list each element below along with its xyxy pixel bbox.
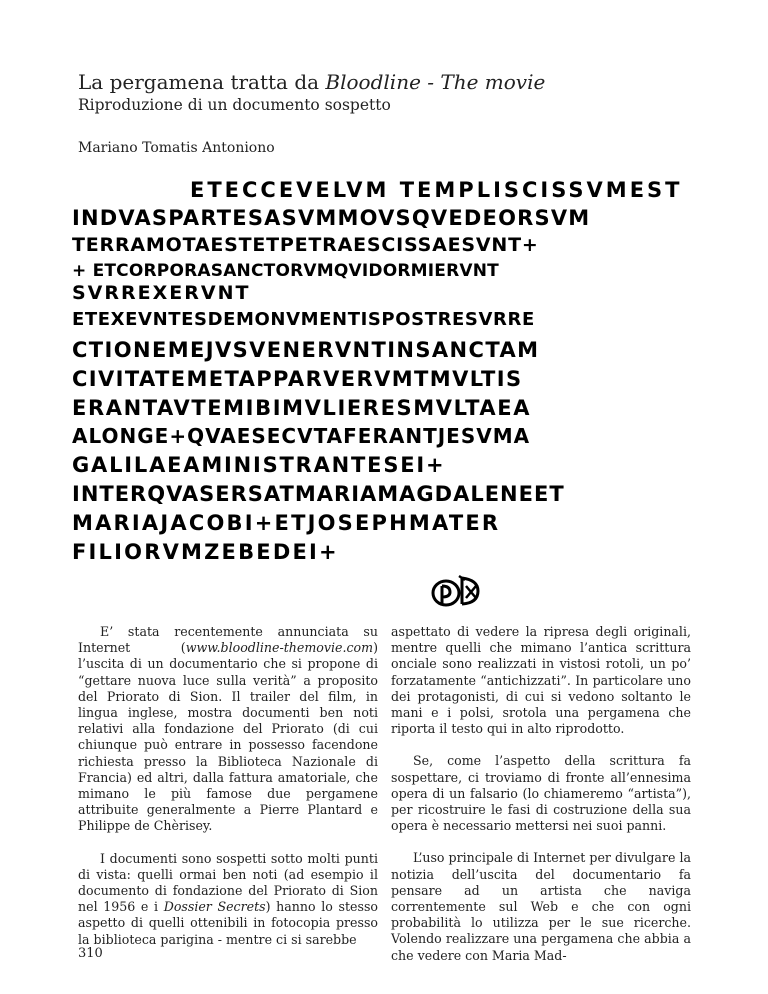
manuscript-line: INDVASPARTESASVMMOVSQVEDEORSVM [72,206,591,230]
page-subtitle: Riproduzione di un documento sospetto [78,96,391,114]
paragraph: I documenti sono sospetti sotto molti punti di vista: quelli ormai ben noti (ad esempio il documento di fondazione del Priorato di Sion nel 1956 e i Dossier Secrets) hanno lo stesso aspetto di quelli ottenibili in fotocopia presso la biblioteca parigina - mentre ci si sarebbe [78,850,378,947]
text-column-left [78,624,378,964]
page-number: 310 [78,946,103,961]
paragraph: Se, come l’aspetto della scrittura fa sospettare, ci troviamo di fronte all’ennesima opera di un falsario (lo chiameremo “artista”), per ricostruire le fasi di costruzione della sua opera è necessario mettersi nei suoi panni. [391,753,691,834]
manuscript-line: + ETCORPORASANCTORVMQVIDORMIERVNT [72,261,499,281]
manuscript-line: MARIAJACOBI+ETJOSEPHMATER [72,511,501,535]
manuscript-line: ETECCEVELVM TEMPLISCISSVMEST [190,178,683,202]
page-title [78,70,545,94]
paragraph: L’uso principale di Internet per divulgare la notizia dell’uscita del documentario fa pensare ad un artista che naviga correntemente sul Web e che con ogni probabilità lo utilizza per le sue ricerche. Volendo realizzare una pergamena che abbia a che vedere con Maria Mad- [391,850,691,963]
manuscript-line: SVRREXERVNT [72,282,251,304]
manuscript-line: INTERQVASERSATMARIAMAGDALENEET [72,482,565,506]
manuscript-line: FILIORVMZEBEDEI+ [72,540,339,564]
manuscript-line: CTIONEMEJVSVENERVNTINSANCTAM [72,338,540,362]
title-main: La pergamena tratta da [78,70,326,94]
text-column-right [391,624,691,980]
paragraph: aspettato di vedere la ripresa degli originali, mentre quelli che mimano l’antica scrittura onciale sono realizzati in vistosi rotoli, un po’ forzatamente “antichizzati”. In particolare uno dei protagonisti, di cui si vedono soltanto le mani e i polsi, srotola una pergamena che riporta il testo qui in alto riprodotto. [391,624,691,737]
manuscript-line: ERANTAVTEMIBIMVLIERESMVLTAEA [72,396,532,420]
paragraph: E’ stata recentemente annunciata su Internet (www.bloodline-themovie.com) l’uscita di un documentario che si propone di “gettare nuova luce sulla verità” a proposito del Priorato di Sion. Il trailer del film, in lingua inglese, mostra documenti ben noti relativi alla fondazione del Priorato (di cui chiunque può entrare in possesso facendone richiesta presso la Biblioteca Nazionale di Francia) ed altri, dalla fattura amatoriale, che mimano le più famose due pergamene attribuite generalmente a Pierre Plantard e Philippe de Chèrisey. [78,624,378,834]
manuscript-line: GALILAEAMINISTRANTESEI+ [72,453,446,477]
manuscript-line: TERRAMOTAESTETPETRAESCISSAESVNT+ [72,234,539,256]
manuscript-line: CIVITATEMETAPPARVERVMTMVLTIS [72,367,523,391]
author-name: Mariano Tomatis Antoniono [78,140,275,156]
title-italic: Bloodline - The movie [325,70,546,94]
manuscript-image [70,168,690,588]
manuscript-line: ALONGE+QVAESECVTAFERANTJESVMA [72,424,531,448]
manuscript-line: ETEXEVNTESDEMONVMENTISPOSTRESVRRE [72,309,535,330]
chi-rho-monogram-icon [428,574,492,610]
